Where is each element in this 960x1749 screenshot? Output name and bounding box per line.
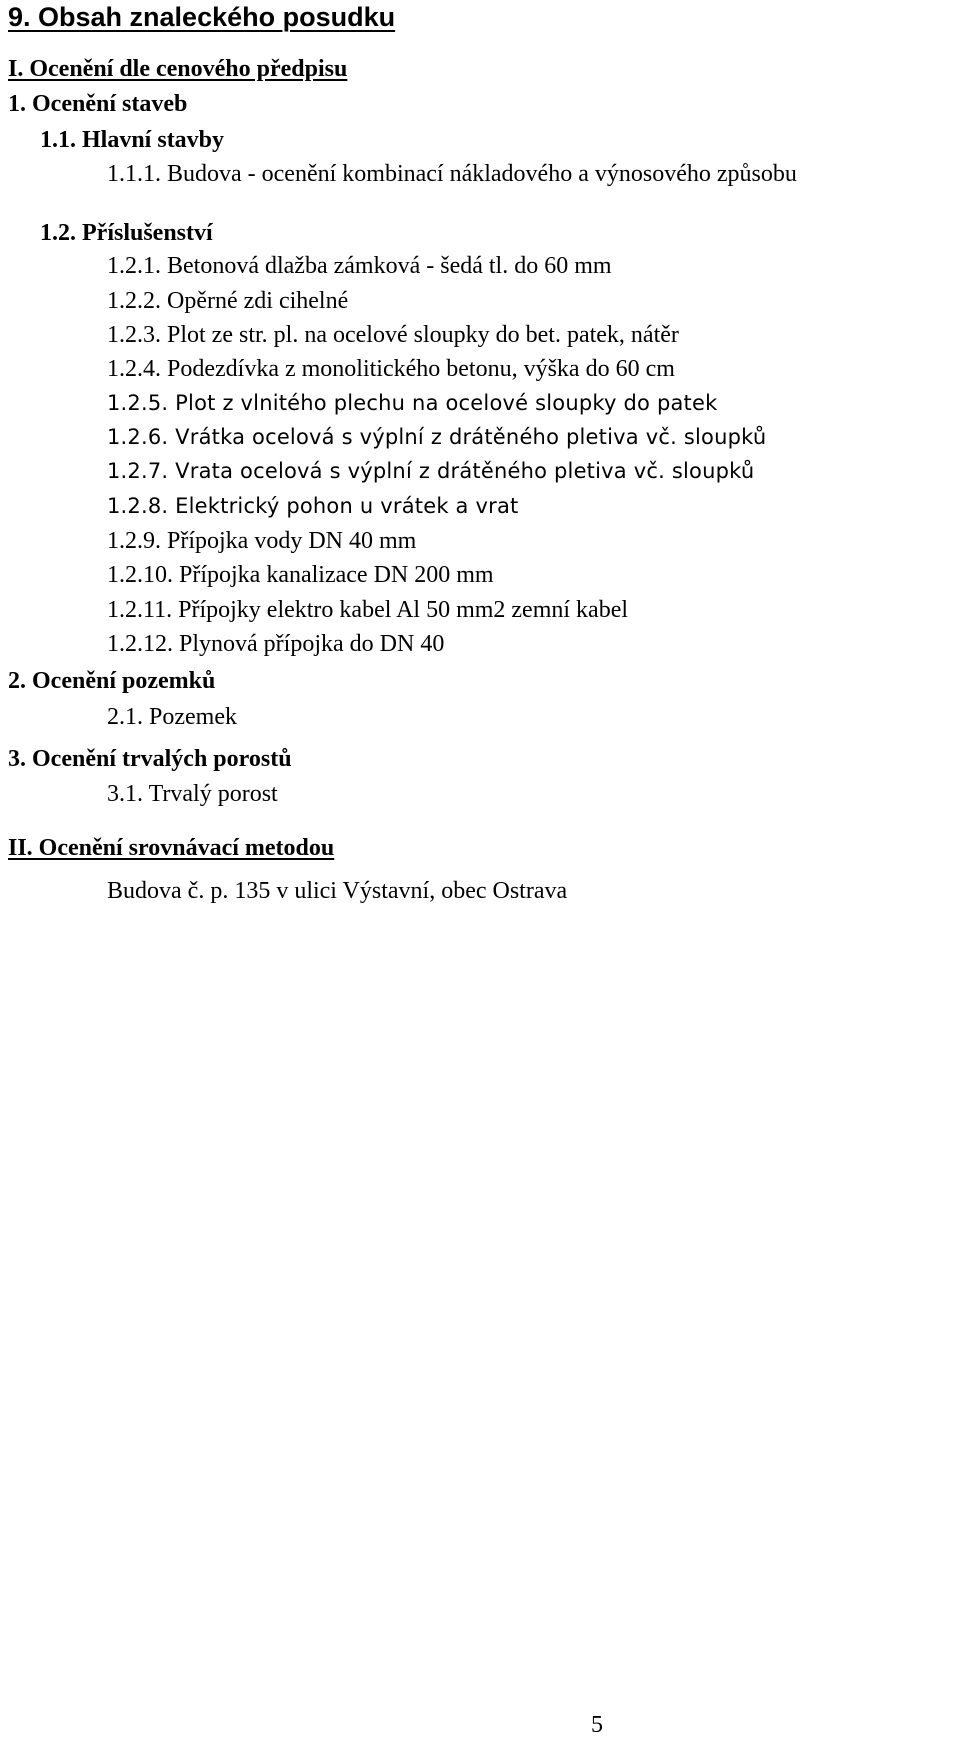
item-1-2-9: 1.2.9. Přípojka vody DN 40 mm <box>107 528 417 554</box>
part-ii-heading: II. Ocenění srovnávací metodou <box>8 835 335 861</box>
document-title: 9. Obsah znaleckého posudku <box>8 2 396 32</box>
section-1-2-heading: 1.2. Příslušenství <box>40 220 213 246</box>
item-1-2-3: 1.2.3. Plot ze str. pl. na ocelové sloupky do bet. patek, nátěr <box>107 322 679 348</box>
item-1-2-1: 1.2.1. Betonová dlažba zámková - šedá tl. do 60 mm <box>107 253 612 279</box>
item-1-2-8: 1.2.8. Elektrický pohon u vrátek a vrat <box>107 494 519 518</box>
item-1-2-5: 1.2.5. Plot z vlnitého plechu na ocelové sloupky do patek <box>107 391 718 415</box>
item-1-2-7: 1.2.7. Vrata ocelová s výplní z drátěného pletiva vč. sloupků <box>107 459 755 483</box>
section-1-1-heading: 1.1. Hlavní stavby <box>40 127 225 153</box>
item-1-1-1: 1.1.1. Budova - ocenění kombinací nákladového a výnosového způsobu <box>107 161 797 187</box>
section-3-heading: 3. Ocenění trvalých porostů <box>8 746 292 772</box>
item-1-2-12: 1.2.12. Plynová přípojka do DN 40 <box>107 631 445 657</box>
part-i-heading: I. Ocenění dle cenového předpisu <box>8 56 348 82</box>
item-2-1: 2.1. Pozemek <box>107 704 237 730</box>
item-3-1: 3.1. Trvalý porost <box>107 781 278 807</box>
item-part-ii: Budova č. p. 135 v ulici Výstavní, obec Ostrava <box>107 878 568 904</box>
item-1-2-11: 1.2.11. Přípojky elektro kabel Al 50 mm2 zemní kabel <box>107 597 629 623</box>
item-1-2-10: 1.2.10. Přípojka kanalizace DN 200 mm <box>107 562 494 588</box>
page-number: 5 <box>591 1712 603 1738</box>
item-1-2-4: 1.2.4. Podezdívka z monolitického betonu, výška do 60 cm <box>107 356 675 382</box>
section-1-heading: 1. Ocenění staveb <box>8 91 188 117</box>
item-1-2-2: 1.2.2. Opěrné zdi cihelné <box>107 288 349 314</box>
item-1-2-6: 1.2.6. Vrátka ocelová s výplní z drátěného pletiva vč. sloupků <box>107 425 767 449</box>
section-2-heading: 2. Ocenění pozemků <box>8 668 216 694</box>
